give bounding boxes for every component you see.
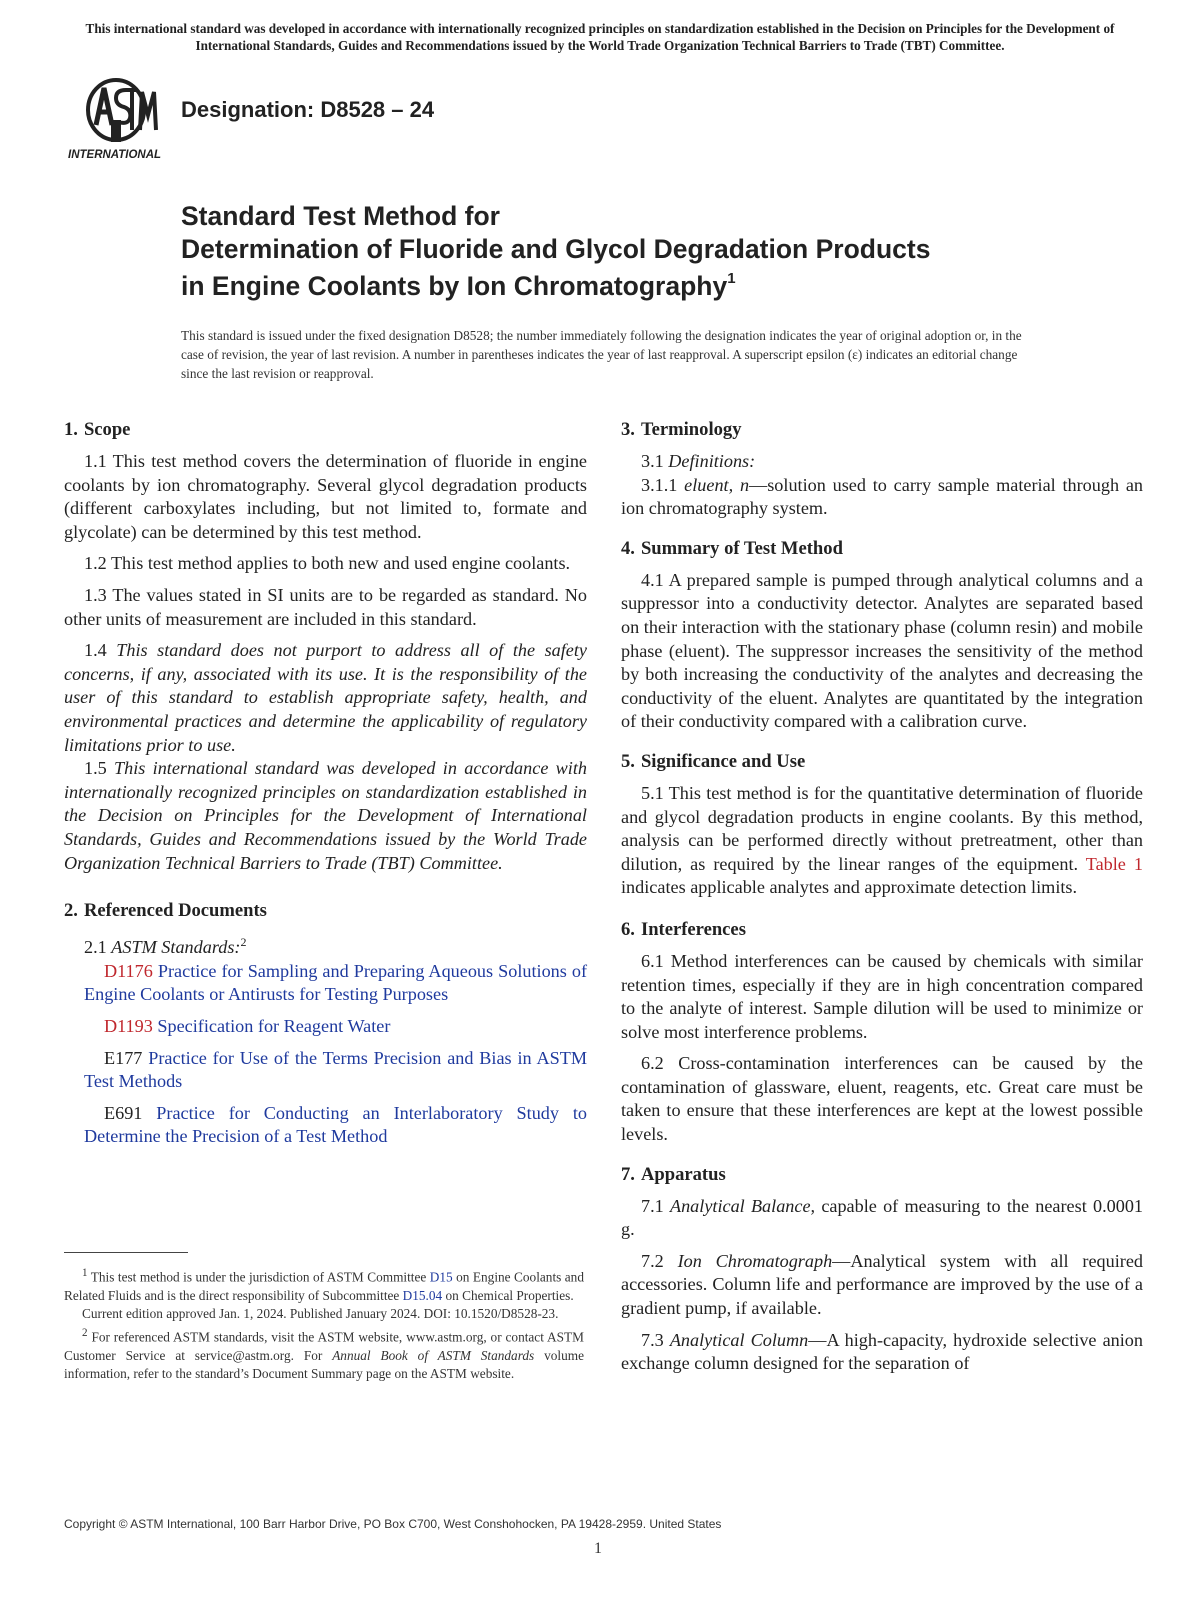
section-5-heading: 5. Significance and Use: [621, 750, 806, 772]
para-7-3: 7.3 Analytical Column—A high-capacity, hydroxide selective anion exchange column designed for the separation of: [621, 1329, 1143, 1374]
para-2-1: 2.1 ASTM Standards:$^2$: [84, 935, 247, 958]
left-column: [64, 418, 587, 1157]
footnote-1-edition: Current edition approved Jan. 1, 2024. Published January 2024. DOI: 10.1520/D8528-23.: [82, 1306, 559, 1322]
section-6-heading: 6. Interferences: [621, 918, 746, 940]
logo-text: INTERNATIONAL: [68, 149, 162, 161]
title-line-3: in Engine Coolants by Ion Chromatography: [181, 270, 728, 301]
para-7-2: 7.2 Ion Chromatograph—Analytical system with all required accessories. Column life and performance are improved by the use of a gradient pump, if available.: [621, 1250, 1143, 1319]
issue-note: This standard is issued under the fixed designation D8528; the number immediately following the designation indicates the year of original adoption or, in the case of revision, the year of last revision. A number in parentheses indicates the year of last reapproval. A superscript epsilon (ε) indicates an editorial change since the last revision or reapproval.: [181, 328, 1022, 381]
ref-e691[interactable]: E691 Practice for Conducting an Interlaboratory Study to Determine the Precision of a Test Method: [84, 1102, 587, 1147]
para-6-1: 6.1 Method interferences can be caused by chemicals with similar retention times, especially if they are in high concentration compared to the analyte of interest. Sample dilution will be used to minimize or solve most interference problems.: [621, 950, 1143, 1042]
d15-04-link[interactable]: D15.04: [402, 1287, 443, 1303]
title-line-2: Determination of Fluoride and Glycol Degradation Products: [181, 233, 931, 264]
footnote-2: $^2$ For referenced ASTM standards, visit the ASTM website, www.astm.org, or contact ASTM Customer Service at service@astm.org. For Annual Book of ASTM Standards volume information, refer to the standard’s Document Summary page on the ASTM website.: [64, 1326, 584, 1382]
para-5-1: 5.1 This test method is for the quantitative determination of fluoride and glycol degradation products in engine coolants. By this method, analysis can be performed directly without pretreatment, other than dilution, as required by the linear ranges of the equipment. Table 1 indicates applicable analytes and approximate detection limits.: [621, 782, 1143, 898]
para-1-2: 1.2 This test method applies to both new and used engine coolants.: [84, 553, 571, 574]
para-3-1: 3.1 Definitions:: [641, 451, 756, 471]
copyright: Copyright © ASTM International, 100 Barr Harbor Drive, PO Box C700, West Conshohocken, PA 19428-2959. United States: [64, 1517, 722, 1531]
section-3-heading: 3. Terminology: [621, 419, 742, 440]
d15-link[interactable]: D15: [429, 1269, 453, 1285]
ref-e177[interactable]: E177 Practice for Use of the Terms Precision and Bias in ASTM Test Methods: [84, 1047, 588, 1092]
section-4-heading: 4. Summary of Test Method: [621, 537, 843, 559]
designation: Designation: D8528 – 24: [181, 97, 435, 122]
table-1-link[interactable]: Table 1: [1085, 853, 1143, 874]
title-footnote-mark[interactable]: 1: [727, 270, 736, 287]
page-number: 1: [594, 1540, 602, 1557]
ref-d1176[interactable]: D1176 Practice for Sampling and Preparing Aqueous Solutions of Engine Coolants or Antirusts for Testing Purposes: [84, 960, 588, 1005]
footnote-1: $^1$ This test method is under the jurisdiction of ASTM Committee D15 on Engine Coolants and Related Fluids and is the direct responsibility of Subcommittee D15.04 on Chemical Properties.: [64, 1267, 584, 1303]
para-1-3: 1.3 The values stated in SI units are to be regarded as standard. No other units of measurement are included in this standard.: [64, 584, 587, 629]
ref-d1193[interactable]: D1193 Specification for Reagent Water: [104, 1015, 391, 1036]
para-1-1: 1.1 This test method covers the determination of fluoride in engine coolants by ion chromatography. Several glycol degradation products (different carboxylates including, but not limited to, formate and glycolate) can be determined by this test method.: [64, 451, 587, 542]
section-2-heading: 2. Referenced Documents: [64, 900, 267, 922]
para-4-1: 4.1 A prepared sample is pumped through analytical columns and a suppressor into a conductivity detector. Analytes are separated based on their interaction with the stationary phase (column resin) and mobile phase (eluent). The suppressor increases the sensitivity of the method by both increasing the conductivity of the analytes and decreasing the conductivity of the eluent. Analytes are quantitated by the integration of their conductivity compared with a calibration curve.: [621, 569, 1143, 732]
footnotes: [64, 1264, 584, 1384]
section-7-heading: 7. Apparatus: [621, 1163, 726, 1185]
footnote-rule: [64, 1252, 188, 1253]
astm-logo: [66, 70, 170, 166]
para-7-1: 7.1 Analytical Balance, capable of measuring to the nearest 0.0001 g.: [621, 1195, 1144, 1240]
document-title: [181, 200, 1081, 302]
para-6-2: 6.2 Cross-contamination interferences can be caused by the contamination of glassware, eluent, reagents, etc. Great care must be taken to ensure that these interferences are kept at the lowest possible levels.: [621, 1053, 1143, 1145]
section-1-heading: 1. Scope: [64, 419, 131, 440]
para-3-1-1: 3.1.1 eluent, n—solution used to carry sample material through an ion chromatography system.: [621, 474, 1144, 519]
para-1-5: 1.5 This international standard was developed in accordance with internationally recognized principles on standardization established in the Decision on Principles for the Development of International Standards, Guides and Recommendations issued by the World Trade Organization Technical Barriers to Trade (TBT) Committee.: [64, 758, 588, 873]
tbt-notice: This international standard was developed in accordance with internationally recognized principles on standardization established in the Decision on Principles for the Development of International Standards, Guides and Recommendations issued by the World Trade Organization Technical Barriers to Trade (TBT) Committee.: [85, 21, 1115, 53]
right-column: [621, 418, 1143, 1384]
title-line-1: Standard Test Method for: [181, 201, 500, 231]
para-1-4: 1.4 This standard does not purport to address all of the safety concerns, if any, associated with its use. It is the responsibility of the user of this standard to establish appropriate safety, health, and environmental practices and determine the applicability of regulatory limitations prior to use.: [64, 640, 588, 755]
